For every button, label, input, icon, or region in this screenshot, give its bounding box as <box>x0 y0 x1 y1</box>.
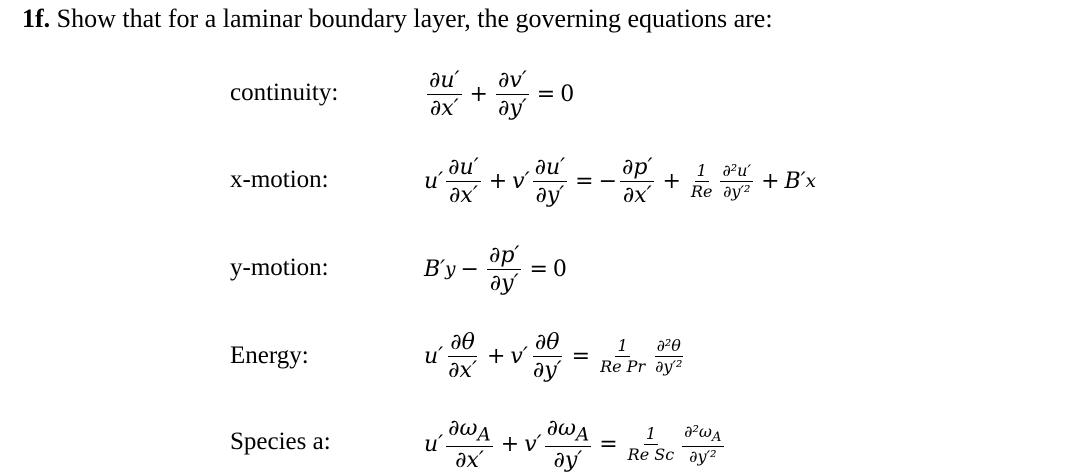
problem-number: 1f. <box>22 4 51 33</box>
fraction: $\frac{1}{\text{Re Sc}}$ <box>627 423 675 465</box>
problem-text: Show that for a laminar boundary layer, the governing equations are: <box>56 4 773 33</box>
label-species-a: Species a: <box>230 428 331 455</box>
equation-energy: u′ $\frac{\partial\theta}{\partial x'}$ + v′ $\frac{\partial\theta}{\partial y'}$ = $\frac{1}{\text{Re Pr}}$ $\frac{\text{∂²θ}}{\text{∂y′²}}$ <box>424 330 683 384</box>
fraction: $\frac{\partial\theta}{\partial x'}$ <box>448 330 477 384</box>
equation-species-a: u′ $\frac{\partial\omega_A}{\partial x'}$ + v′ $\frac{\partial\omega_A}{\partial y'}$ = $\frac{1}{\text{Re Sc}}$ $\frac{\partial^2\omega_A}{\text{∂y′²}}$ <box>424 416 722 474</box>
label-continuity: continuity: <box>230 79 339 106</box>
label-y-motion: y-motion: <box>230 254 329 281</box>
fraction: $\frac{\text{∂²θ}}{\text{∂y′²}}$ <box>655 335 683 377</box>
fraction: $\frac{\partial u'}{\partial x'}$ <box>429 68 460 122</box>
fraction: $\frac{\partial p'}{\partial y'}$ <box>488 243 520 297</box>
problem-title <box>22 4 773 34</box>
label-energy: Energy: <box>230 342 309 369</box>
equation-y-motion: B′ y − $\frac{\partial p'}{\partial y'}$ = 0 <box>424 243 567 297</box>
fraction: $\frac{\partial v'}{\partial y'}$ <box>497 68 527 122</box>
fraction: $\frac{\partial\theta}{\partial y'}$ <box>532 330 562 384</box>
fraction: $\frac{\text{∂²u′}}{\text{∂y′²}}$ <box>722 160 752 202</box>
label-x-motion: x-motion: <box>230 166 329 193</box>
fraction: $\frac{\partial u'}{\partial x'}$ <box>448 155 479 209</box>
fraction: $\frac{\partial u'}{\partial y'}$ <box>534 155 566 209</box>
fraction: $\frac{\partial\omega_A}{\partial y'}$ <box>546 416 590 474</box>
fraction: $\frac{\partial p'}{\partial x'}$ <box>622 155 653 209</box>
fraction: $\frac{1}{\text{Re Pr}}$ <box>600 335 646 377</box>
fraction: $\frac{\partial^2\omega_A}{\text{∂y′²}}$ <box>684 421 722 467</box>
equation-x-motion: u′ $\frac{\partial u'}{\partial x'}$ + v′ $\frac{\partial u'}{\partial y'}$ = − $\frac{\partial p'}{\partial x'}$ + $\frac{1}{Re}$ $\frac{\text{∂²u′}}{\text{∂y′²}}$ + B′ x <box>424 155 817 209</box>
equation-continuity: $\frac{\partial u'}{\partial x'}$ + $\frac{\partial v'}{\partial y'}$ = 0 <box>429 68 575 122</box>
fraction: $\frac{\partial\omega_A}{\partial x'}$ <box>448 416 491 474</box>
fraction: $\frac{1}{Re}$ <box>690 160 713 202</box>
